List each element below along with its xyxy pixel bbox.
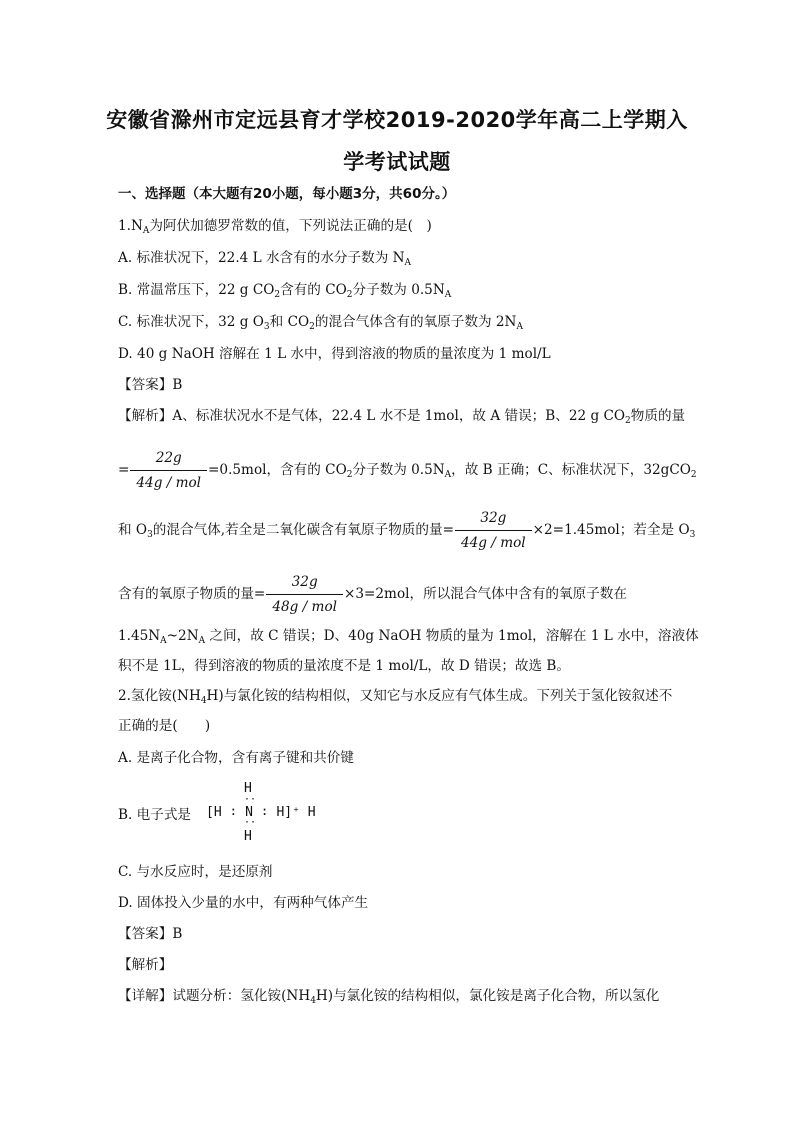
q1-explanation-line-4: 含有的氧原子物质的量= $\frac{32g}{\text{48g / mol}}$ ×3=2mol，所以混合气体中含有的氧原子数在 <box>118 574 627 615</box>
q2-option-b-label: B. 电子式是 <box>118 807 192 823</box>
q2-analysis-label: 【解析】 <box>118 957 173 973</box>
q1-explanation-line-5: $1.45N_A\sim 2N_A$ 之间，故 C 错误；D、40g NaOH 物质的量为 1mol，溶解在 1 L 水中，溶液体 <box>118 628 699 646</box>
ef-top-h: H <box>244 781 252 796</box>
q1-explanation-line-1: 【解析】A、标准状况水不是气体，22.4 L 水不是 1mol，故 A 错误；B、22 g $CO_2$物质的量 <box>118 408 686 426</box>
q1-answer: 【答案】B <box>118 377 183 393</box>
q2-option-c: C. 与水反应时，是还原剂 <box>118 864 273 880</box>
q1-option-a: A. 标准状况下，22.4 L 水含有的水分子数为 $N_A$ <box>118 250 412 268</box>
q2-option-d: D. 固体投入少量的水中，有两种气体产生 <box>118 895 369 911</box>
document-title-line-2: 学考试试题 <box>343 150 451 174</box>
document-title-line-1: 安徽省滁州市定远县育才学校2019-2020学年高二上学期入 <box>106 108 688 132</box>
ef-bottom-dots: ·· <box>244 817 257 828</box>
q2-stem-line-1: 2.氢化铵$(NH_4H)$与氯化铵的结构相似，又知它与水反应有气体生成。下列关于氢化铵叙述不 <box>118 688 673 706</box>
ef-top-dots: ·· <box>244 794 257 805</box>
q1-stem: $1.N_A$为阿伏加德罗常数的值，下列说法正确的是( ) <box>118 218 432 236</box>
ef-bottom-h: H <box>244 829 252 844</box>
q1-explanation-line-6: 积不是 1L，得到溶液的物质的量浓度不是 1 mol/L，故 D 错误；故选 B。 <box>118 658 571 674</box>
q1-option-c: C. 标准状况下，32 g $O_3$和 $CO_2$的混合气体含有的氧原子数为 $2N_A$ <box>118 314 523 332</box>
q2-option-a: A. 是离子化合物，含有离子键和共价键 <box>118 750 354 766</box>
q1-option-b: B. 常温常压下，22 g $CO_2$含有的 $CO_2$分子数为 $0.5N_A$ <box>118 282 452 300</box>
fraction-22g-over-44g: $\frac{22g}{\text{44g / mol}}$ <box>130 448 207 493</box>
q1-option-d: D. 40 g NaOH 溶解在 1 L 水中，得到溶液的物质的量浓度为 1 mol/L <box>118 346 551 362</box>
q2-stem-line-2: 正确的是( ) <box>118 718 211 734</box>
ef-middle-line: [H ∶ N ∶ H]⁺ H <box>206 805 316 820</box>
q1-explanation-line-2: = $\frac{22g}{\text{44g / mol}}$ =0.5mol，含有的 $CO_2$分子数为 $0.5N_A$，故 B 正确；C、标准状况下，32gCO$_2$ <box>118 450 697 491</box>
section-heading: 一、选择题（本大题有20小题，每小题3分，共60分。） <box>118 186 456 202</box>
q2-answer: 【答案】B <box>118 926 183 942</box>
fraction-32g-over-48g: $\frac{32g}{\text{48g / mol}}$ <box>266 572 343 617</box>
q2-detail-line-1: 【详解】试题分析：氢化铵$(NH_4H)$与氯化铵的结构相似，氯化铵是离子化合物，所以氢化 <box>118 988 660 1006</box>
q1-explanation-line-3: 和 $O_3$的混合气体,若全是二氧化碳含有氧原子物质的量= $\frac{32g}{\text{44g / mol}}$ ×2=1.45mol；若全是 $O_3$ <box>118 510 696 551</box>
fraction-32g-over-44g: $\frac{32g}{\text{44g / mol}}$ <box>455 508 532 553</box>
